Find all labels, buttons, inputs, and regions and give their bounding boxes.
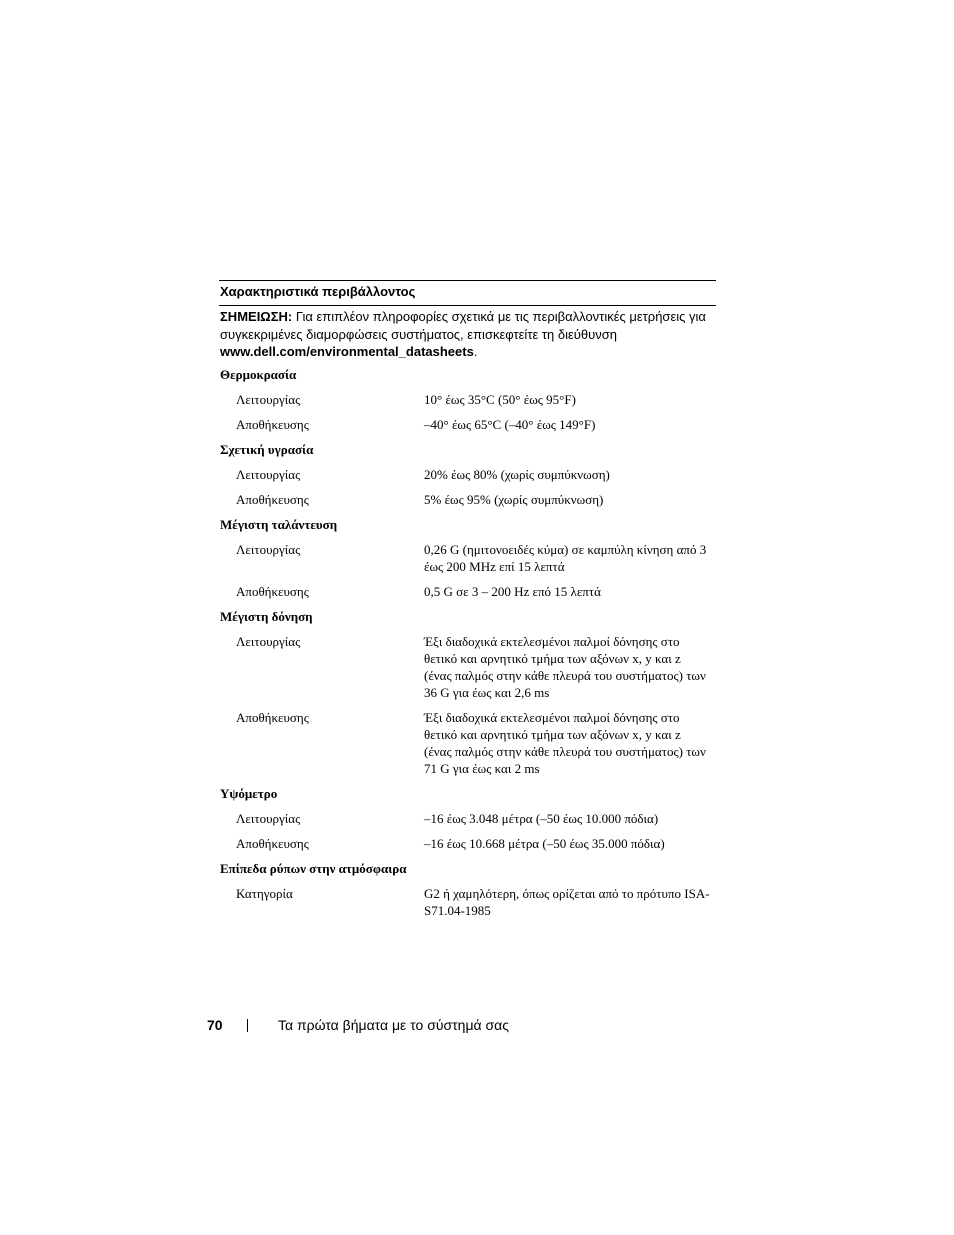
note-label: ΣΗΜΕΙΩΣΗ: xyxy=(220,309,293,324)
spec-label: Λειτουργίας xyxy=(236,542,301,557)
spec-row xyxy=(220,466,710,491)
section-title: Θερμοκρασία xyxy=(220,367,297,382)
specs-table xyxy=(220,366,710,927)
table-header-rule xyxy=(219,305,716,306)
spec-value: Έξι διαδοχικά εκτελεσμένοι παλμοί δόνησης στο θετικό και αρνητικό τμήμα των αξόνων x, y και z (ένας παλμός στην κάθε πλευρά του συστήματος) των 71 G για έως και 2 ms xyxy=(424,710,706,776)
spec-label: Αποθήκευσης xyxy=(236,836,309,851)
spec-value: –16 έως 10.668 μέτρα (–50 έως 35.000 πόδια) xyxy=(424,836,665,851)
section-title: Επίπεδα ρύπων στην ατμόσφαιρα xyxy=(220,861,407,876)
footer-separator xyxy=(247,1019,248,1032)
spec-row xyxy=(220,583,710,608)
spec-value: 0,26 G (ημιτονοειδές κύμα) σε καμπύλη κίνηση από 3 έως 200 MHz επί 15 λεπτά xyxy=(424,542,707,574)
spec-label: Λειτουργίας xyxy=(236,467,301,482)
spec-label: Αποθήκευσης xyxy=(236,492,309,507)
section-title: Μέγιστη δόνηση xyxy=(220,609,313,624)
note-end: . xyxy=(473,344,478,359)
spec-value: 10° έως 35°C (50° έως 95°F) xyxy=(424,392,576,407)
spec-value: Έξι διαδοχικά εκτελεσμένοι παλμοί δόνησης στο θετικό και αρνητικό τμήμα των αξόνων x, y και z (ένας παλμός στην κάθε πλευρά του συστήματος) των 36 G για έως και 2,6 ms xyxy=(424,634,706,700)
table-title: Χαρακτηριστικά περιβάλλοντος xyxy=(220,284,416,299)
page-number: 70 xyxy=(207,1017,223,1033)
spec-row xyxy=(220,810,710,835)
spec-row xyxy=(220,416,710,441)
spec-value: 20% έως 80% (χωρίς συμπύκνωση) xyxy=(424,467,610,482)
spec-label: Λειτουργίας xyxy=(236,392,301,407)
spec-label: Αποθήκευσης xyxy=(236,417,309,432)
spec-row xyxy=(220,541,710,583)
section-title: Υψόμετρο xyxy=(220,786,278,801)
spec-row xyxy=(220,885,710,927)
spec-label: Κατηγορία xyxy=(236,886,293,901)
spec-label: Αποθήκευσης xyxy=(236,584,309,599)
spec-value: 0,5 G σε 3 – 200 Hz επό 15 λεπτά xyxy=(424,584,601,599)
spec-value: 5% έως 95% (χωρίς συμπύκνωση) xyxy=(424,492,604,507)
spec-label: Λειτουργίας xyxy=(236,811,301,826)
footer-title: Τα πρώτα βήματα με το σύστημά σας xyxy=(278,1017,509,1033)
section-title: Σχετική υγρασία xyxy=(220,442,314,457)
spec-row xyxy=(220,709,710,785)
spec-value: G2 ή χαμηλότερη, όπως ορίζεται από το πρότυπο ISA-S71.04-1985 xyxy=(424,886,710,918)
spec-label: Λειτουργίας xyxy=(236,634,301,649)
spec-row xyxy=(220,491,710,516)
note-block xyxy=(220,308,710,361)
spec-value: –40° έως 65°C (–40° έως 149°F) xyxy=(424,417,596,432)
spec-row xyxy=(220,633,710,709)
spec-row xyxy=(220,835,710,860)
section-title: Μέγιστη ταλάντευση xyxy=(220,517,338,532)
environmental-datasheets-link[interactable]: www.dell.com/environmental_datasheets xyxy=(220,344,474,359)
page-footer xyxy=(0,1016,954,1036)
table-top-rule xyxy=(219,280,716,281)
spec-value: –16 έως 3.048 μέτρα (–50 έως 10.000 πόδια) xyxy=(424,811,659,826)
note-text: Για επιπλέον πληροφορίες σχετικά με τις περιβαλλοντικές μετρήσεις για συγκεκριμένες διαμορφώσεις συστήματος, επισκεφτείτε τη διεύθυνση xyxy=(220,309,706,342)
spec-row xyxy=(220,391,710,416)
spec-label: Αποθήκευσης xyxy=(236,710,309,725)
